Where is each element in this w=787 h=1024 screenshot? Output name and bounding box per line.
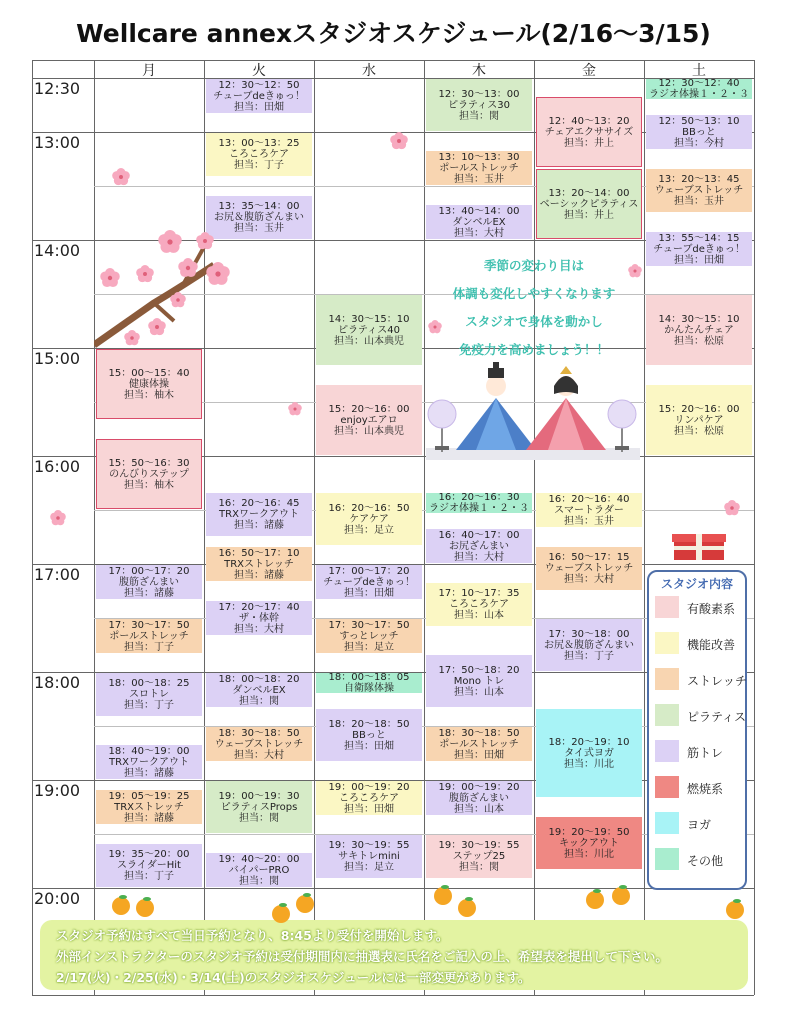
class-name: サキトレmini	[338, 851, 400, 862]
class-slot[interactable]	[646, 169, 752, 212]
time-label: 15:00	[34, 349, 81, 368]
class-time: 18：00〜18：05	[328, 673, 410, 683]
class-time: 17：50〜18：20	[438, 664, 520, 676]
gift-box-icon	[672, 528, 726, 562]
time-label: 12:30	[34, 79, 81, 98]
class-instructor: 担当：玉井	[674, 196, 724, 207]
class-name: チェアエクササイズ	[544, 126, 634, 138]
class-time: 13：00〜13：25	[218, 138, 300, 149]
class-slot[interactable]	[206, 493, 312, 536]
class-instructor: 担当：玉井	[454, 173, 504, 185]
class-time: 15：20〜16：00	[658, 403, 740, 415]
class-name: ケアケア	[349, 513, 389, 525]
class-slot[interactable]	[206, 133, 312, 176]
notice-banner	[40, 920, 748, 990]
class-slot[interactable]	[646, 232, 752, 266]
class-time: 19：40〜20：00	[218, 853, 300, 865]
class-instructor: 担当：足立	[344, 862, 394, 873]
class-slot[interactable]	[426, 727, 532, 761]
cherry-blossom-icon	[724, 500, 740, 516]
class-name: ウェーブストレッチ	[544, 563, 634, 574]
class-name: ベーシックピラティス	[539, 198, 639, 210]
class-name: 自衛隊体操	[344, 683, 394, 693]
class-name: ダンベルEX	[452, 216, 506, 228]
class-instructor: 担当：諸藤	[124, 767, 174, 779]
class-instructor: 担当：山本	[454, 610, 504, 621]
class-instructor: 担当：川北	[564, 848, 614, 860]
class-slot[interactable]	[536, 547, 642, 590]
class-time: 14：30〜15：10	[658, 313, 740, 325]
class-time: 12：40〜13：20	[548, 115, 630, 127]
class-name: ころころケア	[229, 149, 289, 160]
class-slot[interactable]	[426, 583, 532, 626]
class-time: 12：30〜12：50	[218, 79, 300, 91]
class-name: ポールストレッチ	[109, 630, 189, 642]
class-instructor: 担当：柚木	[124, 389, 174, 401]
cherry-blossom-icon	[148, 318, 166, 336]
class-instructor: 担当：山本典児	[334, 335, 404, 347]
class-slot[interactable]	[316, 385, 422, 455]
class-time: 18：00〜18：20	[218, 673, 300, 685]
class-slot[interactable]	[536, 97, 642, 167]
legend-swatch	[655, 848, 679, 870]
class-time: 19：35〜20：00	[108, 849, 190, 860]
message-line: 季節の変わり目は	[483, 258, 584, 273]
class-name: チューブdeきゅっ！	[653, 243, 745, 255]
class-name: BBっと	[352, 729, 386, 741]
class-instructor: 担当：丁子	[124, 700, 174, 711]
legend-swatch	[655, 668, 679, 690]
time-label: 14:00	[34, 241, 81, 260]
class-name: お尻ざんまい	[449, 540, 509, 552]
cherry-blossom-icon	[628, 264, 642, 278]
class-instructor: 担当：足立	[344, 641, 394, 653]
class-instructor: 担当：関	[239, 695, 279, 707]
cherry-blossom-icon	[178, 258, 198, 278]
class-name: お尻＆腹筋ざんまい	[214, 212, 304, 223]
odairi-doll	[456, 362, 536, 450]
column-divider	[94, 60, 95, 995]
time-label: 16:00	[34, 457, 81, 476]
class-slot[interactable]	[96, 565, 202, 599]
class-time: 19：00〜19：30	[218, 790, 300, 802]
class-slot[interactable]	[96, 844, 202, 887]
class-name: チューブdeきゅっ！	[323, 576, 415, 588]
class-slot[interactable]	[536, 169, 642, 239]
class-time: 16：50〜17：10	[218, 547, 300, 559]
mikan-orange-icon	[432, 884, 454, 906]
mikan-orange-icon	[110, 894, 132, 916]
class-slot[interactable]	[536, 493, 642, 527]
mikan-orange-icon	[610, 884, 632, 906]
class-slot[interactable]	[96, 673, 202, 716]
class-name: かんたんチェア	[664, 324, 734, 336]
legend-label: その他	[687, 854, 724, 868]
day-header: 金	[582, 63, 596, 79]
class-time: 12：30〜12：40	[658, 79, 740, 89]
hour-line	[32, 888, 754, 889]
class-time: 17：30〜18：00	[548, 628, 630, 640]
class-time: 18：30〜18：50	[438, 727, 520, 739]
class-slot[interactable]	[96, 619, 202, 653]
class-name: ラジオ体操１・２・３	[649, 89, 749, 99]
class-time: 13：10〜13：30	[438, 151, 520, 163]
mikan-orange-icon	[724, 898, 746, 920]
column-divider	[644, 60, 645, 995]
class-slot[interactable]	[316, 565, 422, 599]
class-name: ピラティス40	[338, 324, 400, 336]
class-name: 健康体操	[129, 378, 169, 390]
class-instructor: 担当：井上	[564, 137, 614, 149]
class-time: 18：30〜18：50	[218, 727, 300, 739]
class-name: ダンベルEX	[232, 684, 286, 696]
class-slot[interactable]	[426, 205, 532, 239]
class-instructor: 担当：大村	[234, 623, 284, 635]
class-name: ラジオ体操１・２・３	[429, 503, 529, 513]
class-time: 16：20〜16：30	[438, 493, 520, 503]
legend-label: 有酸素系	[687, 602, 736, 616]
class-instructor: 担当：大村	[564, 574, 614, 585]
cherry-blossom-icon	[112, 168, 130, 186]
class-instructor: 担当：今村	[674, 137, 724, 149]
class-instructor: 担当：山本	[454, 803, 504, 815]
legend-label: 燃焼系	[687, 782, 724, 796]
day-header: 月	[142, 63, 156, 79]
class-name: ポールストレッチ	[439, 738, 519, 750]
class-time: 13：40〜14：00	[438, 205, 520, 217]
class-slot[interactable]	[96, 790, 202, 824]
class-time: 12：50〜13：10	[658, 115, 740, 127]
class-name: ピラティスProps	[220, 801, 298, 813]
cherry-blossom-icon	[100, 268, 120, 288]
class-name: スマートラダー	[554, 504, 624, 516]
class-instructor: 担当：関	[239, 875, 279, 887]
class-instructor: 担当：丁子	[234, 160, 284, 171]
cherry-blossom-icon	[124, 330, 140, 346]
class-instructor: 担当：諸藤	[124, 587, 174, 599]
class-time: 19：30〜19：55	[438, 840, 520, 851]
class-name: Mono トレ	[453, 675, 505, 687]
class-instructor: 担当：足立	[344, 524, 394, 536]
class-slot[interactable]	[426, 529, 532, 563]
class-instructor: 担当：田畑	[674, 254, 724, 266]
table-border-bottom	[32, 995, 754, 996]
class-name: TRXストレッチ	[224, 558, 294, 570]
legend-swatch	[655, 812, 679, 834]
class-slot[interactable]	[646, 385, 752, 455]
class-instructor: 担当：山本	[454, 686, 504, 698]
mikan-orange-icon	[294, 892, 316, 914]
class-time: 16：50〜17：15	[548, 552, 630, 563]
class-name: キックアウト	[559, 837, 619, 849]
day-header: 火	[252, 63, 266, 79]
class-slot[interactable]	[206, 79, 312, 113]
table-border-left	[32, 60, 33, 995]
class-time: 16：20〜16：45	[218, 498, 300, 509]
mikan-orange-icon	[270, 902, 292, 924]
notice-line: 2/17(火)・2/25(水)・3/14(土)のスタジオスケジュールには一部変更があります。	[56, 970, 531, 985]
class-time: 13：35〜14：00	[218, 201, 300, 212]
class-name: スライダーHit	[117, 860, 181, 871]
class-instructor: 担当：田畑	[344, 803, 394, 815]
class-time: 19：00〜19：20	[328, 781, 410, 793]
message-line: 体調も変化しやすくなります	[452, 286, 616, 301]
class-instructor: 担当：玉井	[234, 223, 284, 234]
class-slot[interactable]	[426, 151, 532, 185]
class-time: 13：20〜14：00	[548, 187, 630, 199]
class-name: ザ・体幹	[239, 612, 279, 624]
class-time: 17：10〜17：35	[438, 588, 520, 599]
class-instructor: 担当：田畑	[234, 101, 284, 113]
message-line: 免疫力を高めましょう！！	[458, 342, 609, 357]
legend-label: ヨガ	[687, 818, 712, 832]
cherry-blossom-icon	[50, 510, 66, 526]
column-divider	[204, 60, 205, 995]
class-name: BBっと	[682, 126, 716, 138]
mikan-orange-icon	[456, 896, 478, 918]
legend-swatch	[655, 704, 679, 726]
ohina-doll	[526, 366, 606, 450]
class-name: のんびりステップ	[109, 468, 189, 480]
class-slot[interactable]	[426, 781, 532, 815]
class-instructor: 担当：大村	[454, 551, 504, 563]
class-slot[interactable]	[426, 79, 532, 131]
class-instructor: 担当：山本典児	[334, 425, 404, 437]
class-instructor: 担当：松原	[674, 335, 724, 347]
class-slot[interactable]	[316, 781, 422, 815]
class-slot[interactable]	[96, 745, 202, 779]
notice-line: 外部インストラクターのスタジオ予約は受付期間内に抽選表に氏名をご記入の上、希望表を提出して下さい。	[56, 949, 668, 964]
cherry-blossom-icon	[428, 320, 442, 334]
class-instructor: 担当：田畑	[344, 587, 394, 599]
legend-label: ストレッチ	[687, 674, 747, 688]
message-line: スタジオで身体を動かし	[465, 314, 603, 329]
class-time: 15：50〜16：30	[108, 457, 190, 469]
class-name: TRXワークアウト	[219, 509, 299, 520]
legend-swatch	[655, 740, 679, 762]
class-slot[interactable]	[316, 295, 422, 365]
class-instructor: 担当：関	[239, 812, 279, 824]
class-time: 19：30〜19：55	[328, 840, 410, 851]
class-name: ステップ25	[452, 851, 506, 862]
class-time: 17：30〜17：50	[328, 619, 410, 631]
legend-swatch	[655, 776, 679, 798]
day-header: 木	[472, 63, 486, 79]
class-instructor: 担当：松原	[674, 425, 724, 437]
class-name: タイ式ヨガ	[564, 747, 614, 759]
lantern-icon	[608, 400, 636, 452]
legend-label: 機能改善	[687, 638, 736, 652]
class-time: 16：40〜17：00	[438, 529, 520, 541]
time-label: 18:00	[34, 673, 81, 692]
class-instructor: 担当：関	[459, 110, 499, 122]
class-slot[interactable]	[646, 79, 752, 99]
cherry-blossom-icon	[136, 265, 154, 283]
class-instructor: 担当：丁子	[124, 871, 174, 882]
page-title: Wellcare annexスタジオスケジュール(2/16〜3/15)	[76, 19, 711, 48]
mikan-orange-icon	[584, 888, 606, 910]
class-slot[interactable]	[536, 709, 642, 797]
time-label: 19:00	[34, 781, 81, 800]
column-divider	[534, 60, 535, 995]
class-slot[interactable]	[426, 493, 532, 513]
class-slot[interactable]	[96, 439, 202, 509]
class-name: 腹筋ざんまい	[449, 792, 509, 804]
class-instructor: 担当：大村	[454, 227, 504, 239]
hina-dolls-illustration	[426, 360, 640, 460]
class-instructor: 担当：丁子	[124, 641, 174, 653]
column-divider	[424, 60, 425, 995]
class-time: 17：20〜17：40	[218, 601, 300, 613]
class-name: チューブdeきゅっ！	[213, 90, 305, 102]
cherry-blossom-icon	[170, 292, 186, 308]
class-instructor: 担当：田畑	[454, 749, 504, 761]
class-time: 18：20〜18：50	[328, 718, 410, 730]
seasonal-message	[428, 252, 640, 364]
class-time: 13：20〜13：45	[658, 174, 740, 185]
class-slot[interactable]	[206, 781, 312, 833]
class-time: 15：20〜16：00	[328, 403, 410, 415]
lantern-icon	[428, 400, 456, 452]
class-instructor: 担当：丁子	[564, 650, 614, 662]
cherry-blossom-icon	[206, 262, 230, 286]
day-header: 水	[362, 63, 376, 79]
class-slot[interactable]	[96, 349, 202, 419]
class-name: ころころケア	[339, 792, 399, 804]
class-name: バイパーPRO	[228, 864, 290, 876]
class-time: 18：40〜19：00	[108, 745, 190, 757]
class-time: 12：30〜13：00	[438, 88, 520, 100]
class-name: TRXストレッチ	[114, 801, 184, 813]
class-slot[interactable]	[316, 493, 422, 545]
class-name: TRXワークアウト	[109, 756, 189, 768]
class-slot[interactable]	[206, 853, 312, 887]
cherry-blossom-icon	[158, 230, 182, 254]
class-name: ポールストレッチ	[439, 162, 519, 174]
class-instructor: 担当：田畑	[344, 740, 394, 752]
class-slot[interactable]	[426, 835, 532, 878]
class-name: リンパケア	[674, 414, 724, 426]
legend-swatch	[655, 632, 679, 654]
column-divider	[314, 60, 315, 995]
class-name: スロトレ	[129, 689, 169, 700]
class-slot[interactable]	[536, 619, 642, 671]
class-slot[interactable]	[646, 115, 752, 149]
class-instructor: 担当：玉井	[564, 515, 614, 527]
class-slot[interactable]	[206, 601, 312, 635]
class-name: ウェーブストレッチ	[214, 738, 304, 750]
class-time: 19：20〜19：50	[548, 826, 630, 838]
day-header: 土	[692, 63, 706, 79]
time-label: 20:00	[34, 889, 81, 908]
class-slot[interactable]	[536, 817, 642, 869]
legend-title: スタジオ内容	[660, 577, 733, 591]
legend-swatch	[655, 596, 679, 618]
class-time: 16：20〜16：50	[328, 502, 410, 514]
cherry-blossom-icon	[288, 402, 302, 416]
class-slot[interactable]	[206, 727, 312, 761]
class-name: お尻＆腹筋ざんまい	[544, 639, 634, 651]
class-slot[interactable]	[316, 835, 422, 878]
class-instructor: 担当：諸藤	[124, 812, 174, 824]
class-time: 16：20〜16：40	[548, 493, 630, 505]
class-instructor: 担当：川北	[564, 758, 614, 770]
class-time: 18：20〜19：10	[548, 736, 630, 748]
legend-label: ピラティス	[687, 710, 747, 724]
mikan-orange-icon	[134, 896, 156, 918]
class-name: ころころケア	[449, 599, 509, 610]
legend-panel	[647, 570, 747, 890]
class-slot[interactable]	[426, 655, 532, 707]
class-name: enjoyエアロ	[340, 414, 398, 426]
class-instructor: 担当：諸藤	[234, 520, 284, 531]
time-label: 13:00	[34, 133, 81, 152]
class-name: ピラティス30	[448, 99, 510, 111]
class-slot[interactable]	[646, 295, 752, 365]
class-slot[interactable]	[206, 547, 312, 581]
class-time: 13：55〜14：15	[658, 232, 740, 244]
class-slot[interactable]	[316, 673, 422, 693]
class-time: 19：05〜19：25	[108, 790, 190, 802]
class-time: 17：00〜17：20	[108, 565, 190, 577]
class-name: すっとレッチ	[339, 630, 399, 642]
class-slot[interactable]	[206, 673, 312, 707]
class-slot[interactable]	[316, 709, 422, 761]
class-time: 17：00〜17：20	[328, 565, 410, 577]
class-time: 14：30〜15：10	[328, 313, 410, 325]
class-name: 腹筋ざんまい	[119, 576, 179, 588]
class-name: ウェーブストレッチ	[654, 185, 744, 196]
class-instructor: 担当：関	[459, 862, 499, 873]
cherry-blossom-icon	[196, 232, 214, 250]
half-hour-line	[94, 510, 754, 511]
column-divider	[754, 60, 755, 995]
class-instructor: 担当：諸藤	[234, 569, 284, 581]
class-instructor: 担当：柚木	[124, 479, 174, 491]
legend-label: 筋トレ	[687, 746, 724, 760]
class-time: 17：30〜17：50	[108, 619, 190, 631]
time-label: 17:00	[34, 565, 81, 584]
class-time: 19：00〜19：20	[438, 781, 520, 793]
cherry-blossom-icon	[390, 132, 408, 150]
notice-line: スタジオ予約はすべて当日予約となり、8:45より受付を開始します。	[56, 928, 449, 943]
class-instructor: 担当：井上	[564, 209, 614, 221]
class-slot[interactable]	[316, 619, 422, 653]
class-time: 15：00〜15：40	[108, 367, 190, 379]
class-time: 18：00〜18：25	[108, 678, 190, 689]
class-instructor: 担当：大村	[234, 749, 284, 761]
